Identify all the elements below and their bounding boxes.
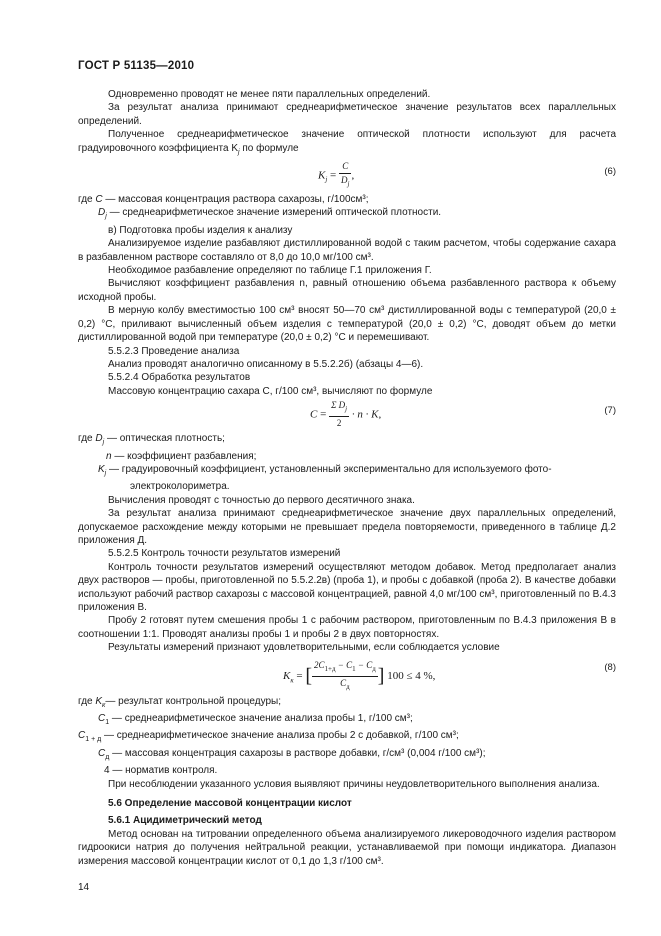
document-body (78, 88, 616, 868)
formula-8: $K_к$ = [ $\frac{2C_{1+д} - C_1 - C_д}{C_д}$ ] 100 ≤ 4 %, (8) (78, 655, 616, 695)
definition: где C — массовая концентрация раствора сахарозы, г/100см³; (78, 194, 369, 206)
section-heading-5-6: 5.6 Определение массовой концентрации кислот (108, 798, 352, 810)
subheading: в) Подготовка пробы изделия к анализу (108, 224, 293, 236)
paragraph: Вычисляют коэффициент разбавления n, равный отношению объема разбавленного раствора к объему исходной пробы. (78, 278, 616, 303)
definition: $D_j$ — среднеарифметическое значение измерений оптической плотности. (98, 207, 442, 221)
paragraph: Анализ проводят аналогично описанному в 5.5.2.2б) (абзацы 4—6). (108, 358, 424, 370)
definition: где $D_j$ — оптическая плотность; (78, 433, 225, 447)
paragraph: Пробу 2 готовят путем смешения пробы 1 с рабочим раствором, приготовленным по В.4.3 приложения В в соотношении 1:1. Проводят анализы пробы 1 и пробы 2 в двух повторностях. (78, 615, 616, 640)
definition: $C_{1 + д}$ — среднеарифметическое значение анализа пробы 2 с добавкой, г/100 см³; (78, 730, 459, 744)
paragraph: Контроль точности результатов измерений осуществляют методом добавок. Метод предполагает анализ двух растворов — пробы, приготовленной по 5.5.2.2в) (проба 1), и пробы с добавкой (проба 2). В качестве добавки используют рабочий раствор сахарозы с массовой концентрацией, равной 4,0 мг/100 см³, приготовленный по В.4.3 приложения В. (78, 561, 616, 613)
page-number: 14 (78, 882, 90, 893)
paragraph: Массовую концентрацию сахара С, г/100 см³, вычисляют по формуле (108, 385, 433, 397)
formula-fraction: $\frac{2C_{1+д} - C_1 - C_д}{C_д}$ (314, 659, 376, 691)
definition-continuation: электроколориметра. (130, 481, 230, 493)
formula-6: $K_j$ = $\frac{C}{D_j}$ , (6) (78, 159, 616, 193)
section-heading-5-5-2-3: 5.5.2.3 Проведение анализа (108, 345, 240, 357)
section-heading-5-6-1: 5.6.1 Ацидиметрический метод (108, 815, 262, 827)
formula-number: (7) (604, 405, 616, 417)
section-heading-5-5-2-4: 5.5.2.4 Обработка результатов (108, 372, 251, 384)
section-heading-5-5-2-5: 5.5.2.5 Контроль точности результатов измерений (108, 548, 341, 560)
paragraph: Полученное среднеарифметическое значение оптической плотности используют для расчета градуировочного коэффициента $K_j$ по формуле (78, 129, 616, 156)
definition: $C_д$ — массовая концентрация сахарозы в растворе добавки, г/см³ (0,004 г/100 см³); (98, 747, 486, 761)
paragraph: Результаты измерений признают удовлетворительными, если соблюдается условие (108, 642, 500, 654)
definition: n — коэффициент разбавления; (106, 450, 257, 462)
paragraph: При несоблюдении указанного условия выявляют причины неудовлетворительного выполнения анализа. (108, 778, 600, 790)
formula-number: (6) (604, 166, 616, 178)
formula-number: (8) (604, 661, 616, 673)
paragraph: В мерную колбу вместимостью 100 см³ вносят 50—70 см³ дистиллированной воды с температурой (20,0 ± 0,2) °С, приливают вычисленный объем изделия с температурой (20,0 ± 0,2) °С, доводят объем до метки дистиллированной водой при температуре (20,0 ± 0,2) °С и перемешивают. (78, 305, 616, 344)
formula-7: C = $\frac{\Sigma D_j}{2}$ · n · K, (7) (78, 398, 616, 432)
formula-fraction: $\frac{C}{D_j}$ (341, 161, 350, 189)
paragraph: Необходимое разбавление определяют по таблице Г.1 приложения Г. (108, 265, 432, 277)
paragraph: За результат анализа принимают среднеарифметическое значение результатов всех параллельных определений. (78, 102, 616, 127)
definition: $K_j$ — градуировочный коэффициент, установленный экспериментально для используемого фото- (98, 463, 552, 477)
definition: 4 — норматив контроля. (104, 765, 218, 777)
paragraph: Одновременно проводят не менее пяти параллельных определений. (108, 89, 431, 100)
definition: где $K_к—$ результат контрольной процедуры; (78, 695, 282, 709)
paragraph: За результат анализа принимают среднеарифметическое значение двух параллельных определений, допускаемое расхождение между которыми не превышает предела повторяемости, приведенного в таблице Д.2 приложения Д. (78, 508, 616, 546)
document-header: ГОСТ Р 51135—2010 (78, 60, 195, 72)
formula-fraction: $\frac{\Sigma D_j}{2}$ (331, 400, 348, 429)
definition: $C_1$ — среднеарифметическое значение анализа пробы 1, г/100 см³; (98, 713, 413, 727)
paragraph: Вычисления проводят с точностью до первого десятичного знака. (108, 494, 415, 506)
paragraph: Метод основан на титровании определенного объема анализируемого ликероводочного изделия раствором гидроокиси натрия до получения нейтральной реакции, устанавливаемой при помощи индикатора. Диапазон измерения массовой концентрации кислот от 0,1 до 1,3 г/100 см³. (78, 828, 616, 867)
paragraph: Анализируемое изделие разбавляют дистиллированной водой с таким расчетом, чтобы содержание сахара в разбавленном растворе составляло от 8,0 до 10,0 мг/100 см³. (78, 238, 616, 263)
